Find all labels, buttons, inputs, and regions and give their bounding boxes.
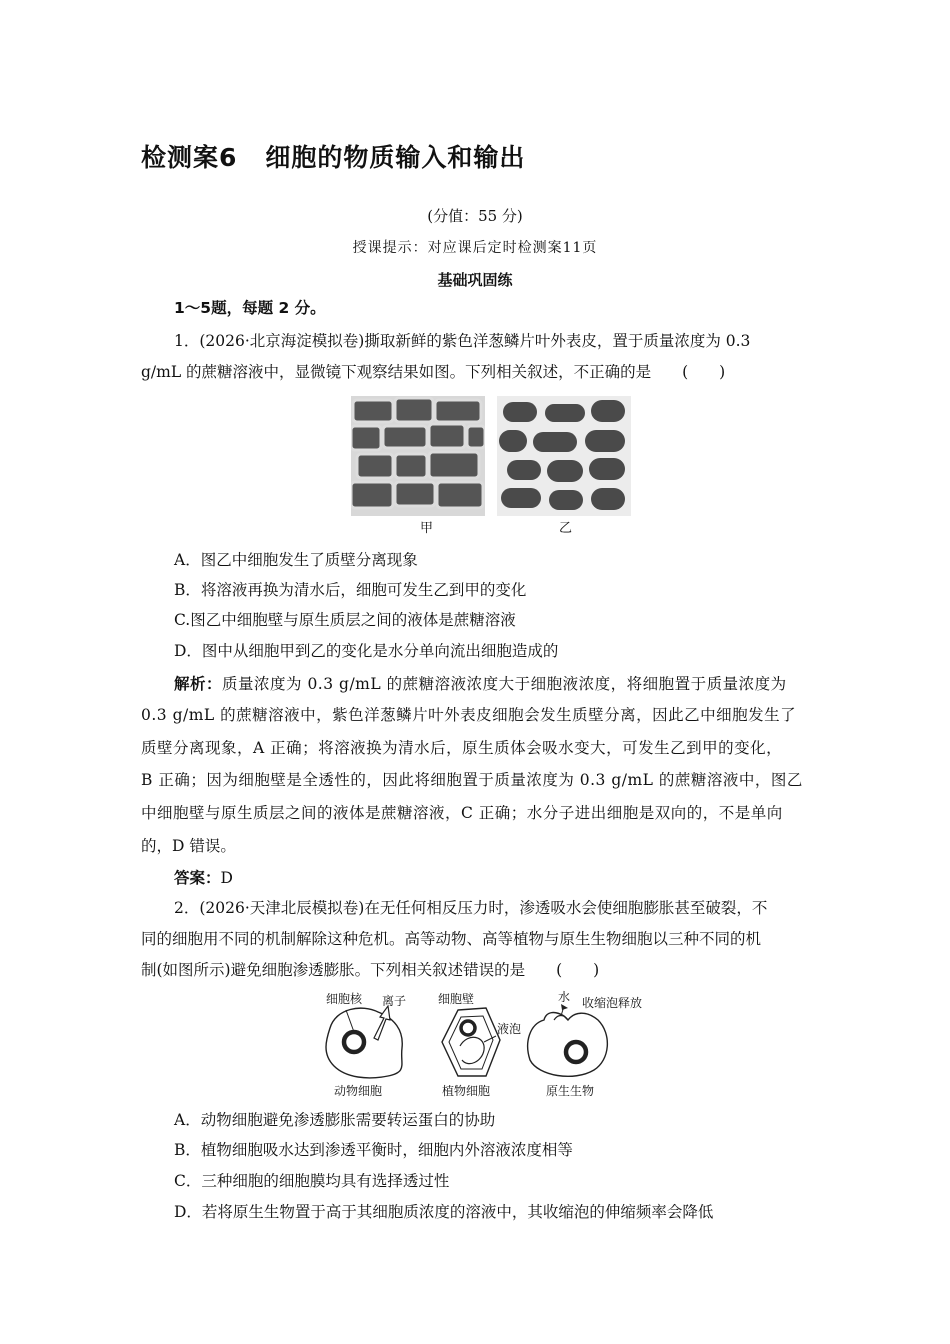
answer-value: D <box>220 869 233 887</box>
q1-answer <box>174 868 233 888</box>
title-text: 细胞的物质输入和输出 <box>265 143 526 172</box>
scoring-rule: 1～5题，每题 2 分。 <box>174 299 326 317</box>
q1-analysis-line3: 质壁分离现象，A 正确；将溶液换为清水后，原生质体会吸水变大，可发生乙到甲的变化， <box>141 739 783 757</box>
q2-stem-line2: 同的细胞用不同的机制解除这种危机。高等动物、高等植物与原生生物细胞以三种不同的机 <box>141 930 762 948</box>
q1-stem-line1: 1．(2026·北京海淀模拟卷)撕取新鲜的紫色洋葱鳞片叶外表皮，置于质量浓度为 0.3 <box>174 332 751 350</box>
protist-nucleus <box>566 1042 586 1062</box>
label-vacuole: 液泡 <box>497 1022 522 1036</box>
caption-yi: 乙 <box>559 521 573 536</box>
q1-analysis-line2: 0.3 g/mL 的蔗糖溶液中，紫色洋葱鳞片叶外表皮细胞会发生质壁分离，因此乙中细胞发生了 <box>141 706 797 724</box>
label-protist: 原生生物 <box>546 1084 595 1098</box>
q1-analysis-line5: 中细胞壁与原生质层之间的液体是蔗糖溶液，C 正确；水分子进出细胞是双向的，不是单向 <box>141 804 783 822</box>
q1-analysis-line4: B 正确；因为细胞壁是全透性的，因此将细胞置于质量浓度为 0.3 g/mL 的蔗糖溶液中，图乙 <box>141 771 803 789</box>
q1-analysis-line1: 解析：质量浓度为 0.3 g/mL 的蔗糖溶液浓度大于细胞液浓度，将细胞置于质量浓度为 <box>174 675 787 693</box>
q1-option-a: A．图乙中细胞发生了质壁分离现象 <box>174 551 418 569</box>
animal-nucleus <box>344 1032 364 1052</box>
q1-option-c: C.图乙中细胞壁与原生质层之间的液体是蔗糖溶液 <box>174 611 516 629</box>
q1-option-b: B．将溶液再换为清水后，细胞可发生乙到甲的变化 <box>174 581 527 599</box>
label-contractile-release: 收缩泡释放 <box>582 996 643 1010</box>
osmosis-cell-diagram <box>318 990 658 1102</box>
label-nucleus: 细胞核 <box>326 992 363 1006</box>
caption-jia: 甲 <box>420 521 434 536</box>
label-cell-wall: 细胞壁 <box>438 992 475 1006</box>
micrograph-jia <box>351 396 485 516</box>
analysis-label: 解析： <box>174 675 223 693</box>
q2-option-b: B．植物细胞吸水达到渗透平衡时，细胞内外溶液浓度相等 <box>174 1141 573 1159</box>
title-code: 检测案6 <box>141 143 238 172</box>
plant-nucleus <box>461 1021 475 1035</box>
section-heading: 基础巩固练 <box>437 271 513 289</box>
q2-option-c: C．三种细胞的细胞膜均具有选择透过性 <box>174 1172 450 1190</box>
q2-option-d: D．若将原生生物置于高于其细胞质浓度的溶液中，其收缩泡的伸缩频率会降低 <box>174 1203 714 1221</box>
q1-analysis-line6: 的，D 错误。 <box>141 837 236 855</box>
label-animal-cell: 动物细胞 <box>334 1084 383 1098</box>
contractile-vacuole <box>554 1016 568 1021</box>
label-plant-cell: 植物细胞 <box>442 1084 491 1098</box>
answer-label: 答案： <box>174 869 221 887</box>
micrograph-yi <box>497 396 631 516</box>
plant-vacuole <box>460 1037 484 1063</box>
teaching-hint: 授课提示：对应课后定时检测案11页 <box>352 240 598 256</box>
label-water: 水 <box>558 990 571 1004</box>
label-ion: 离子 <box>382 994 407 1008</box>
page-title <box>141 138 525 174</box>
q2-stem-line3: 制(如图所示)避免细胞渗透膨胀。下列相关叙述错误的是 ( ) <box>141 961 600 979</box>
q2-stem-line1: 2．(2026·天津北辰模拟卷)在无任何相反压力时，渗透吸水会使细胞膨胀甚至破裂，不 <box>174 899 768 917</box>
score-note: (分值：55 分) <box>427 207 523 225</box>
plant-cell-wall <box>442 1008 500 1076</box>
q2-option-a: A．动物细胞避免渗透膨胀需要转运蛋白的协助 <box>174 1111 496 1129</box>
q1-stem-line2: g/mL 的蔗糖溶液中，显微镜下观察结果如图。下列相关叙述，不正确的是 ( ) <box>141 363 726 381</box>
q1-option-d: D．图中从细胞甲到乙的变化是水分单向流出细胞造成的 <box>174 642 559 660</box>
